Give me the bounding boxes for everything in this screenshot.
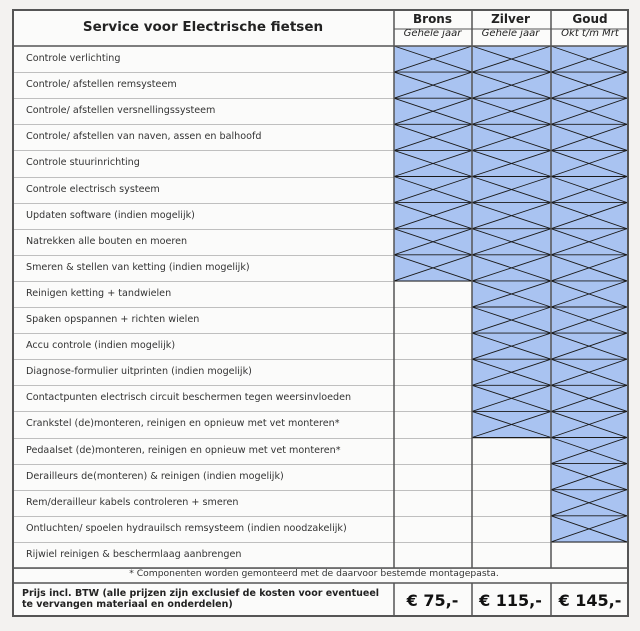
page-title: Service voor Electrische fietsen	[82, 19, 324, 35]
service-item: Diagnose-formulier uitprinten (indien mogelijk)	[26, 366, 252, 378]
service-item: Updaten software (indien mogelijk)	[26, 209, 195, 221]
package-brons-header: Brons Gehele jaar	[403, 12, 462, 39]
service-item: Controle stuurinrichting	[26, 157, 140, 169]
package-zilver-header: Zilver Gehele jaar	[481, 12, 540, 39]
package-goud-header: Goud Okt t/m Mrt	[561, 12, 619, 39]
service-item: Controle/ afstellen remsysteem	[26, 79, 177, 91]
service-item: Controle/ afstellen van naven, assen en balhoofd	[26, 131, 262, 143]
service-item: Controle verlichting	[26, 53, 121, 64]
service-item: Contactpunten electrisch circuit beschermen tegen weersinvloeden	[26, 392, 352, 404]
price-goud: € 145,-	[558, 591, 622, 610]
service-item: Smeren & stellen van ketting (indien mogelijk)	[26, 261, 250, 273]
service-item: Controle electrisch systeem	[26, 183, 160, 195]
service-table	[12, 9, 629, 617]
service-item: Controle/ afstellen versnellingssysteem	[26, 105, 216, 117]
service-item: Derailleurs de(monteren) & reinigen (indien mogelijk)	[26, 470, 284, 482]
service-item: Crankstel (de)monteren, reinigen en opnieuw met vet monteren*	[26, 418, 340, 430]
service-item: Reinigen ketting + tandwielen	[26, 287, 172, 299]
service-item: Rijwiel reinigen & beschermlaag aanbrengen	[26, 548, 242, 560]
coverage-cross-grid	[14, 11, 627, 615]
price-brons: € 75,-	[406, 591, 459, 610]
service-item: Natrekken alle bouten en moeren	[26, 235, 188, 247]
service-item: Spaken opspannen + richten wielen	[26, 314, 200, 325]
price-zilver: € 115,-	[479, 591, 542, 610]
service-item: Pedaalset (de)monteren, reinigen en opnieuw met vet monteren*	[26, 444, 341, 456]
service-item: Rem/derailleur kabels controleren + smeren	[26, 496, 239, 508]
price-label: Prijs incl. BTW (alle prijzen zijn exclusief de kosten voor eventueel te vervangen materiaal en onderdelen)	[22, 588, 380, 610]
footnote: * Componenten worden gemonteerd met de daarvoor bestemde montagepasta.	[129, 568, 499, 579]
service-item: Accu controle (indien mogelijk)	[26, 340, 176, 352]
service-item: Ontluchten/ spoelen hydrauilsch remsysteem (indien noodzakelijk)	[26, 522, 347, 534]
